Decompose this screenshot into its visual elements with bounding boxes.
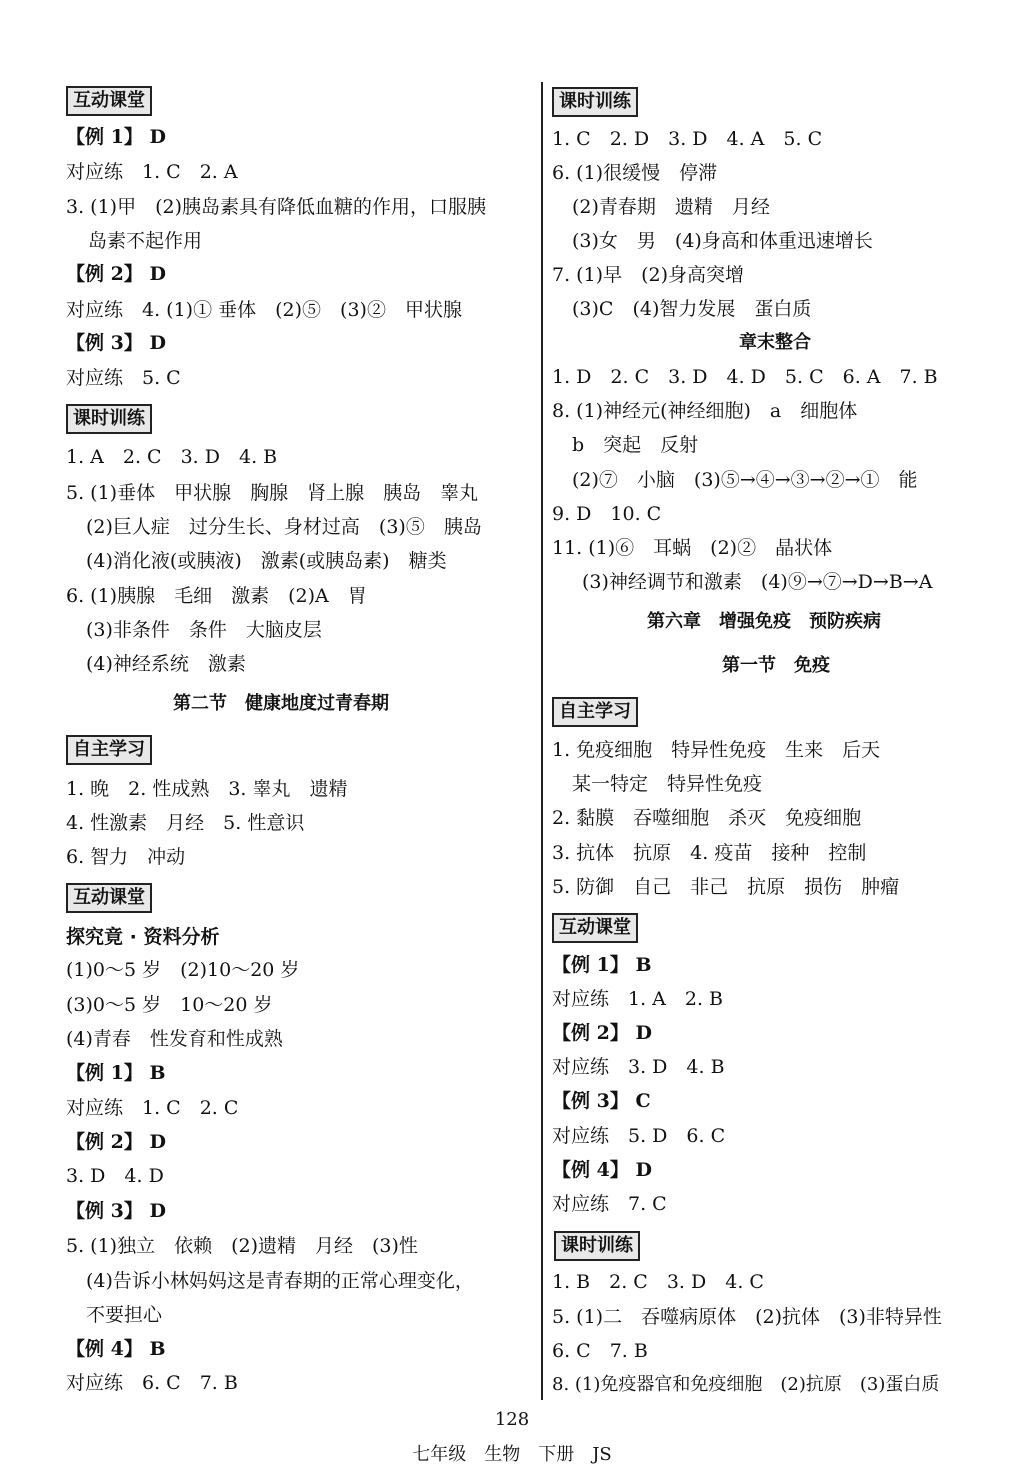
answer-line: (3)神经调节和激素 (4)⑨→⑦→D→B→A	[582, 571, 933, 593]
section-tag-lesson-training: 课时训练	[554, 1231, 640, 1261]
section-title: 第二节 健康地度过青春期	[173, 693, 389, 714]
answer-line: 6. C 7. B	[552, 1340, 648, 1362]
answer-line: 1. B 2. C 3. D 4. C	[552, 1271, 764, 1293]
answer-line: 7. (1)早 (2)身高突增	[552, 264, 744, 286]
answer-line: 1. A 2. C 3. D 4. B	[66, 446, 278, 468]
answer-line: 4. 性激素 月经 5. 性意识	[66, 812, 305, 834]
chapter-title: 第六章 增强免疫 预防疾病	[647, 611, 881, 632]
answer-line: 【例 2】 D	[552, 1022, 652, 1044]
answer-line: 岛素不起作用	[88, 230, 203, 252]
answer-line: 【例 1】 B	[66, 1062, 166, 1084]
answer-line: 对应练 7. C	[552, 1193, 667, 1215]
section-tag-self-study: 自主学习	[552, 697, 638, 727]
answer-line: 5. 防御 自己 非己 抗原 损伤 肿瘤	[552, 876, 900, 898]
answer-line: 不要担心	[86, 1304, 163, 1326]
answer-line: 1. C 2. D 3. D 4. A 5. C	[552, 128, 823, 150]
answer-line: 11. (1)⑥ 耳蜗 (2)② 晶状体	[552, 537, 833, 559]
section-tag-lesson-training: 课时训练	[552, 87, 638, 117]
answer-line: 3. D 4. D	[66, 1165, 164, 1187]
answer-line: 【例 4】 B	[66, 1338, 166, 1360]
column-divider	[541, 82, 543, 1400]
answer-line: 5. (1)垂体 甲状腺 胸腺 肾上腺 胰岛 睾丸	[66, 482, 479, 504]
answer-line: (2)青春期 遗精 月经	[572, 196, 770, 218]
answer-line: 对应练 5. D 6. C	[552, 1125, 726, 1147]
answer-line: 对应练 1. C 2. C	[66, 1097, 239, 1119]
answer-line: 【例 4】 D	[552, 1159, 652, 1181]
answer-line: 5. (1)二 吞噬病原体 (2)抗体 (3)非特异性	[552, 1306, 942, 1328]
answer-line: 6. (1)很缓慢 停滞	[552, 162, 718, 184]
page-number: 128	[494, 1409, 530, 1430]
section-title: 章末整合	[739, 332, 811, 353]
answer-line: (1)0～5 岁 (2)10～20 岁	[66, 959, 300, 981]
answer-line: 【例 3】 C	[552, 1090, 651, 1112]
answer-line: (3)女 男 (4)身高和体重迅速增长	[572, 230, 873, 252]
answer-line: 【例 2】 D	[66, 263, 166, 285]
answer-line: 6. 智力 冲动	[66, 846, 186, 868]
answer-line: 对应练 6. C 7. B	[66, 1372, 238, 1394]
answer-line: 3. 抗体 抗原 4. 疫苗 接种 控制	[552, 842, 867, 864]
answer-line: 【例 2】 D	[66, 1131, 166, 1153]
answer-line: 6. (1)胰腺 毛细 激素 (2)A 胃	[66, 585, 367, 607]
answer-line: 【例 1】 B	[552, 954, 652, 976]
answer-line: (4)告诉小林妈妈这是青春期的正常心理变化，	[86, 1270, 474, 1292]
section-tag-self-study: 自主学习	[66, 735, 152, 765]
answer-line: 对应练 5. C	[66, 367, 181, 389]
answer-line: 对应练 1. A 2. B	[552, 988, 724, 1010]
answer-line: (3)0～5 岁 10～20 岁	[66, 994, 273, 1016]
answer-line: (2)巨人症 过分生长、身材过高 (3)⑤ 胰岛	[86, 516, 482, 538]
section-title: 第一节 免疫	[722, 655, 830, 676]
answer-line: 对应练 4. (1)① 垂体 (2)⑤ (3)② 甲状腺	[66, 299, 462, 321]
answer-line: 对应练 3. D 4. B	[552, 1056, 725, 1078]
answer-line: (4)青春 性发育和性成熟	[66, 1028, 283, 1050]
answer-line: 9. D 10. C	[552, 503, 662, 525]
answer-line: (3)非条件 条件 大脑皮层	[86, 619, 322, 641]
answer-line: 某一特定 特异性免疫	[572, 773, 763, 795]
answer-line: (2)⑦ 小脑 (3)⑤→④→③→②→① 能	[572, 469, 918, 491]
answer-line: 1. 免疫细胞 特异性免疫 生来 后天	[552, 739, 881, 761]
sub-heading: 探究竟 · 资料分析	[66, 926, 220, 948]
answer-line: 5. (1)独立 依赖 (2)遗精 月经 (3)性	[66, 1235, 418, 1257]
answer-line: 【例 3】 D	[66, 332, 166, 354]
answer-line: 【例 3】 D	[66, 1200, 166, 1222]
section-tag-interactive-class: 互动课堂	[66, 883, 152, 913]
answer-line: 1. 晚 2. 性成熟 3. 睾丸 遗精	[66, 778, 348, 800]
answer-line: (4)神经系统 激素	[86, 653, 246, 675]
answer-line: 8. (1)神经元(神经细胞) a 细胞体	[552, 400, 858, 422]
answer-line: 【例 1】 D	[66, 126, 166, 148]
answer-line: 对应练 1. C 2. A	[66, 161, 238, 183]
answer-line: (4)消化液(或胰液) 激素(或胰岛素) 糖类	[86, 550, 447, 572]
section-tag-interactive-class: 互动课堂	[66, 86, 152, 116]
answer-line: 8. (1)免疫器官和免疫细胞 (2)抗原 (3)蛋白质	[552, 1374, 940, 1395]
answer-line: b 突起 反射	[572, 434, 699, 456]
answer-line: 1. D 2. C 3. D 4. D 5. C 6. A 7. B	[552, 366, 938, 388]
section-tag-lesson-training: 课时训练	[66, 404, 152, 434]
section-tag-interactive-class: 互动课堂	[552, 913, 638, 943]
answer-line: 3. (1)甲 (2)胰岛素具有降低血糖的作用，口服胰	[66, 196, 486, 218]
answer-line: 2. 黏膜 吞噬细胞 杀灭 免疫细胞	[552, 807, 862, 829]
answer-line: (3)C (4)智力发展 蛋白质	[572, 298, 812, 320]
book-info: 七年级 生物 下册 JS	[412, 1444, 612, 1465]
